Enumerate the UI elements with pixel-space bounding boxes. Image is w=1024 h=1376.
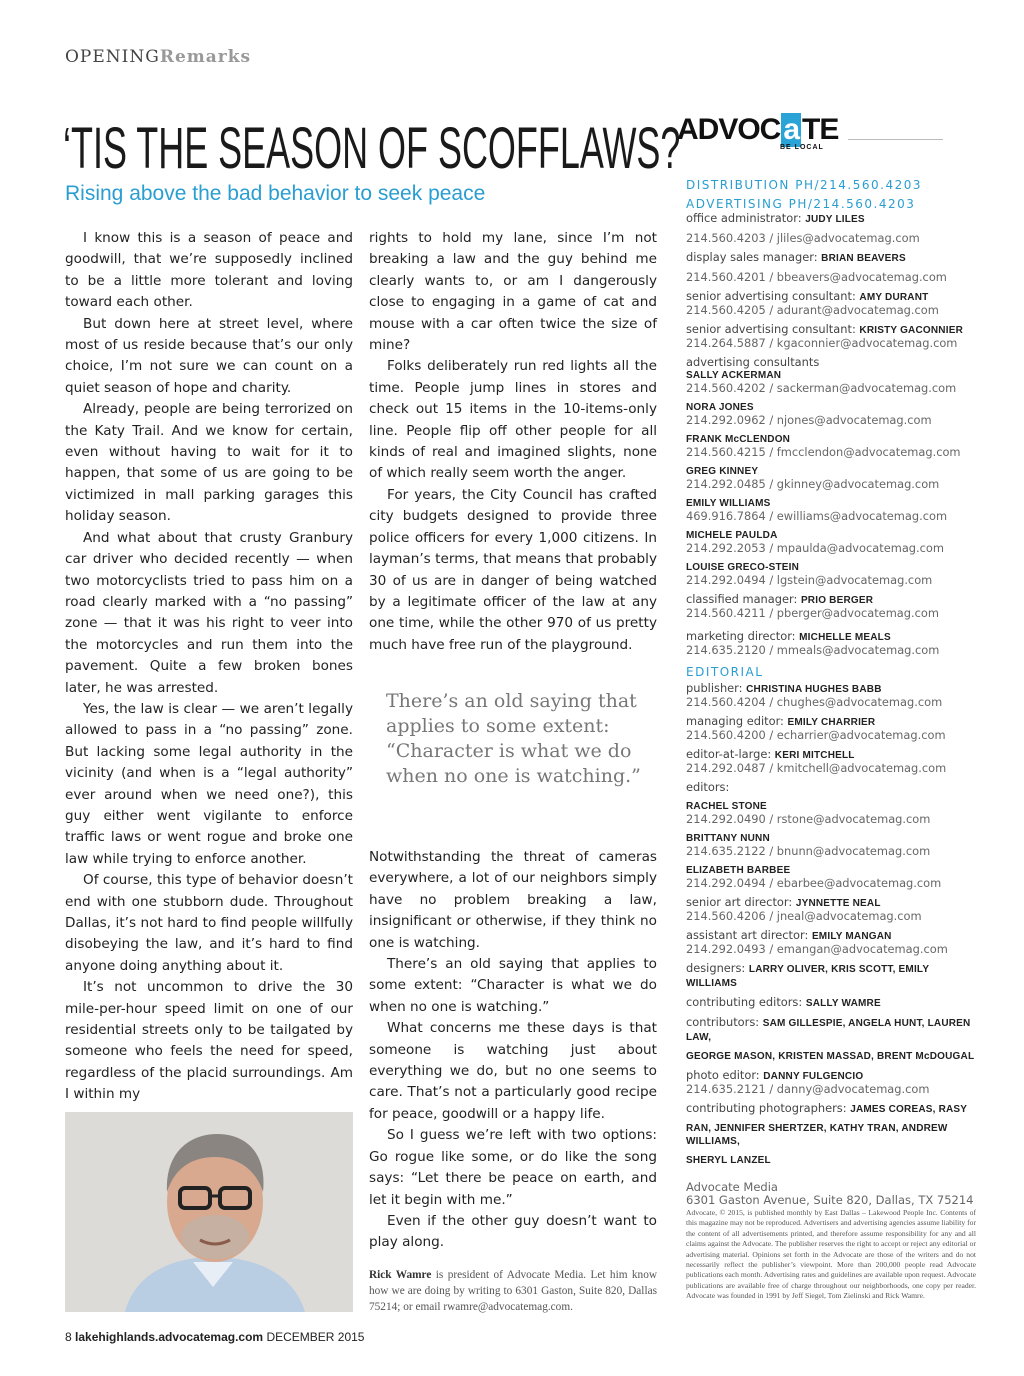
author-name: Rick Wamre (369, 1269, 432, 1281)
role: photo editor: (686, 1068, 760, 1082)
staff-name: GREG KINNEY (686, 466, 759, 477)
contact: 214.560.4211 / pberger@advocatemag.com (686, 606, 939, 620)
contact: 214.635.2122 / bnunn@advocatemag.com (686, 844, 931, 858)
staff-name: RAN, JENNIFER SHERTZER, KATHY TRAN, ANDREW WILLIAMS, (686, 1123, 948, 1147)
contact: 214.560.4200 / echarrier@advocatemag.com (686, 728, 946, 742)
staff-name: JYNNETTE NEAL (795, 898, 881, 909)
role: contributors: (686, 1015, 760, 1029)
advocate-logo (677, 113, 839, 151)
assistant-art-director (686, 929, 976, 943)
paragraph: rights to hold my lane, since I’m not breaking a law and the guy behind me clearly wants to, or am I dangerously close to engaging in a game of cat and mouse with a car often twice the size of mine? (369, 230, 657, 354)
paragraph: Notwithstanding the threat of cameras everywhere, a lot of our neighbors simply have no problem breaking a law, insignificant or otherwise, if they think no one is watching. (369, 849, 657, 951)
staff-name: DANNY FULGENCIO (763, 1071, 864, 1082)
staff-name: PRIO BERGER (800, 595, 874, 606)
logo-pre: ADVOC (677, 113, 781, 146)
staff-name: JAMES COREAS, RASY (850, 1104, 968, 1115)
role: managing editor: (686, 714, 784, 728)
paragraph: And what about that crusty Granbury car driver who decided recently — when two motorcyclists tried to pass him on a road clearly marked with a “no passing” zone — that it was his right to veer into the motorcycles and run them into the pavement. Quite a few broken bones later, he was arrested. (65, 529, 353, 696)
contact: 214.560.4204 / chughes@advocatemag.com (686, 695, 943, 709)
paragraph: Even if the other guy doesn’t want to play along. (369, 1212, 657, 1251)
logo-wordmark (677, 113, 838, 146)
contact: 214.560.4205 / adurant@advocatemag.com (686, 303, 939, 317)
staff-name: SALLY ACKERMAN (686, 370, 782, 381)
logo-post: TE (802, 113, 839, 146)
contact: 214.292.0490 / rstone@advocatemag.com (686, 812, 931, 826)
staff-name: BRIAN BEAVERS (821, 253, 906, 264)
staff-name: NORA JONES (686, 402, 754, 413)
role: editor-at-large: (686, 747, 772, 761)
staff-name: KERI MITCHELL (774, 750, 855, 761)
role: editors: (686, 780, 730, 794)
contributing-photographers (686, 1102, 976, 1116)
sales-manager (686, 251, 976, 265)
photo-editor (686, 1069, 976, 1083)
staff-name: GEORGE MASON, KRISTEN MASSAD, BRENT McDOUGAL (686, 1051, 975, 1062)
editorial-heading: EDITORIAL (686, 665, 764, 679)
company-address: 6301 Gaston Avenue, Suite 820, Dallas, TX 75214 (686, 1193, 974, 1207)
contact: 214.292.0494 / ebarbee@advocatemag.com (686, 876, 942, 890)
role: designers: (686, 961, 746, 975)
staff-name: FRANK McCLENDON (686, 434, 791, 445)
section-label-part2: Remarks (159, 47, 252, 67)
classified-manager (686, 593, 976, 607)
staff-name: ELIZABETH BARBEE (686, 865, 791, 876)
contact: 469.916.7864 / ewilliams@advocatemag.com (686, 509, 948, 523)
staff-name: LOUISE GRECO-STEIN (686, 562, 800, 573)
role: senior advertising consultant: (686, 322, 856, 336)
staff-name: JUDY LILES (805, 214, 865, 225)
company-name: Advocate Media (686, 1180, 778, 1194)
staff-name: SAM GILLESPIE, ANGELA HUNT, LAUREN LAW, (686, 1018, 971, 1043)
author-photo (65, 1112, 353, 1312)
role: assistant art director: (686, 928, 809, 942)
fine-print: Advocate, © 2015, is published monthly by East Dallas – Lakewood People Inc. Contents of this magazine may not be reproduced. Advertisers and advertising agencies assume liability for the content of all advertisements printed, and therefore assume responsibility for any and all claims against the Advocate. The publisher reserves the right to accept or reject any editorial or advertising material. Opinions set forth in the Advocate are those of the writers and do not necessarily reflect the publisher’s viewpoint. More than 200,000 people read Advocate publications each month. Advertising rates and guidelines are available upon request. Advocate publications are available free of charge throughout our neighborhoods, one copy per reader. Advocate was founded in 1991 by Jeff Siegel, Tom Zielinski and Rick Wamre. (686, 1208, 976, 1301)
paragraph: Already, people are being terrorized on the Katy Trail. And we know for certain, even without having to wait for it to happen, that some of us are going to be victimized in mall parking garages this holiday season. (65, 401, 353, 525)
contact: 214.292.0962 / njones@advocatemag.com (686, 413, 932, 427)
article-column-1 (65, 228, 353, 1106)
contributing-editors (686, 996, 976, 1010)
headline: ‘TIS THE SEASON OF SCOFFLAWS? (63, 116, 681, 181)
website: lakehighlands.advocatemag.com (75, 1330, 264, 1344)
page-number: 8 (65, 1330, 72, 1344)
staff-name: CHRISTINA HUGHES BABB (746, 684, 882, 695)
managing-editor (686, 715, 976, 729)
distribution-phone: DISTRIBUTION PH/214.560.4203 (686, 178, 923, 192)
author-bio (369, 1267, 657, 1315)
editor-at-large (686, 748, 976, 762)
contact: 214.292.0494 / lgstein@advocatemag.com (686, 573, 933, 587)
role: office administrator: (686, 211, 802, 225)
staff-name: SALLY WAMRE (805, 998, 881, 1009)
masthead (686, 176, 976, 1167)
paragraph: But down here at street level, where most of us reside because that’s our only choice, I’m not sure we can count on a quiet season of hope and charity. (65, 315, 353, 396)
contact: 214.560.4206 / jneal@advocatemag.com (686, 909, 922, 923)
staff-name: EMILY CHARRIER (787, 717, 876, 728)
paragraph: What concerns me these days is that someone is watching just about everything we do, but no one seems to care. That’s not a particularly good recipe for peace, goodwill or a happy life. (369, 1020, 657, 1122)
article-column-2-bottom (369, 847, 657, 1254)
contact: 214.560.4203 / jliles@advocatemag.com (686, 231, 920, 245)
section-label-part1: OPENING (65, 47, 160, 67)
role: marketing director: (686, 629, 796, 643)
paragraph: There’s an old saying that applies to some extent: “Character is what we do when no one is watching.” (369, 956, 657, 1015)
senior-consultant (686, 290, 976, 304)
contact: 214.292.0485 / gkinney@advocatemag.com (686, 477, 940, 491)
contact: 214.635.2121 / danny@advocatemag.com (686, 1082, 930, 1096)
advertising-phone: ADVERTISING PH/214.560.4203 (686, 197, 916, 211)
author-bio-text: is president of Advocate Media. Let him know how we are doing by writing to 6301 Gaston, Suite 820, Dallas 75214; or email rwamre@advocatemag.com. (369, 1269, 657, 1313)
staff-name: SHERYL LANZEL (686, 1155, 771, 1166)
contact: 214.292.0487 / kmitchell@advocatemag.com (686, 761, 947, 775)
article-column-2-top (369, 228, 657, 656)
staff-name: MICHELE PAULDA (686, 530, 778, 541)
role: contributing photographers: (686, 1101, 847, 1115)
contributors (686, 1016, 976, 1044)
publisher-info (686, 1181, 976, 1302)
role: publisher: (686, 681, 743, 695)
contact: 214.292.0493 / emangan@advocatemag.com (686, 942, 948, 956)
staff-name: LARRY OLIVER, KRIS SCOTT, EMILY WILLIAMS (686, 964, 930, 989)
staff-name: KRISTY GACONNIER (859, 325, 963, 336)
author-portrait-illustration (65, 1112, 353, 1312)
staff-name: AMY DURANT (859, 292, 929, 303)
contact: 214.635.2120 / mmeals@advocatemag.com (686, 643, 940, 657)
role: advertising consultants (686, 355, 820, 369)
logo-highlight-letter: a (783, 113, 800, 146)
role: display sales manager: (686, 250, 818, 264)
designers (686, 962, 976, 990)
page-footer (65, 1330, 364, 1344)
contact: 214.560.4201 / bbeavers@advocatemag.com (686, 270, 947, 284)
contact: 214.264.5887 / kgaconnier@advocatemag.com (686, 336, 958, 350)
role: senior advertising consultant: (686, 289, 856, 303)
paragraph: Folks deliberately run red lights all the time. People jump lines in stores and check out 15 items in the 10-items-only line. People flip off other people for all kinds of real and imagined slights, none of which really seem worth the anger. (369, 358, 657, 482)
staff-name: EMILY MANGAN (811, 931, 892, 942)
staff-name: RACHEL STONE (686, 801, 767, 812)
paragraph: I know this is a season of peace and goodwill, that we’re supposedly inclined to be a little more tolerant and loving toward each other. (65, 230, 353, 311)
staff-name: BRITTANY NUNN (686, 833, 770, 844)
logo-tagline: BE LOCAL (780, 144, 824, 151)
contact: 214.560.4202 / sackerman@advocatemag.com (686, 381, 957, 395)
paragraph: So I guess we’re left with two options: Go rogue like some, or do like the song says: “Let there be peace on earth, and let it begin with me.” (369, 1127, 657, 1208)
role: senior art director: (686, 895, 793, 909)
publisher (686, 682, 976, 696)
paragraph: For years, the City Council has crafted city budgets designed to provide three police officers for every 1,000 citizens. In layman’s terms, that means that probably 30 of us are in danger of being watched by a legitimate officer of the law at any one time, while the other 970 of us pretty much have free run of the playground. (369, 486, 657, 653)
deck-subtitle: Rising above the bad behavior to seek peace (65, 182, 486, 205)
senior-consultant (686, 323, 976, 337)
paragraph: It’s not uncommon to drive the 30 mile-per-hour speed limit on one of our residential streets only to be tailgated by someone who feels the need for speed, regardless of the placid surroundings. Am I within my (65, 979, 353, 1103)
section-label (65, 47, 251, 67)
role: classified manager: (686, 592, 798, 606)
staff-name: EMILY WILLIAMS (686, 498, 771, 509)
office-admin (686, 212, 976, 226)
marketing-director (686, 630, 976, 644)
staff-name: MICHELLE MEALS (799, 632, 891, 643)
contact: 214.560.4215 / fmcclendon@advocatemag.com (686, 445, 961, 459)
pull-quote: There’s an old saying that applies to some extent: “Character is what we do when no one is watching.” (386, 690, 641, 787)
contact: 214.292.2053 / mpaulda@advocatemag.com (686, 541, 944, 555)
paragraph: Yes, the law is clear — we aren’t legally allowed to pass in a “no passing” zone. But lacking some legal authority in the vicinity (and when is a “legal authority” ever around when we need one?), this guy either went vigilante to enforce traffic laws or went rogue and broke one law while trying to enforce another. (65, 700, 353, 867)
senior-art-director (686, 896, 976, 910)
role: contributing editors: (686, 995, 803, 1009)
issue-date: DECEMBER 2015 (266, 1330, 365, 1344)
divider (848, 139, 943, 140)
paragraph: Of course, this type of behavior doesn’t end with one stubborn dude. Throughout Dallas, it’s not hard to find people willfully disobeying the law, and it’s hard to find anyone doing anything about it. (65, 872, 353, 974)
